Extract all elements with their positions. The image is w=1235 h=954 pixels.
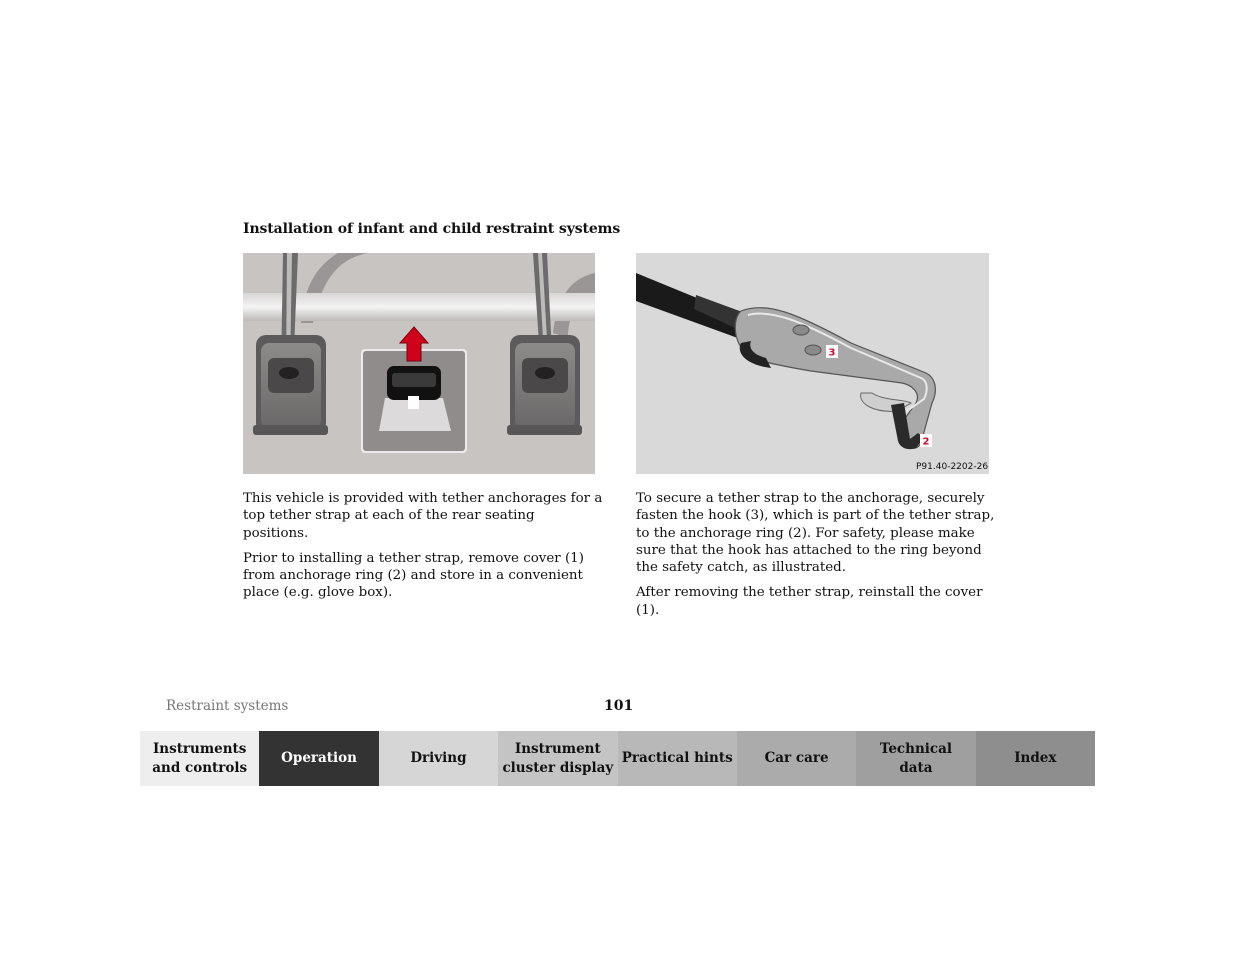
right-paragraph-1: To secure a tether strap to the anchorage, securely fasten the hook (3), which is part of the tether strap, to the anchorage ring (2). For safety, please make sure that the hook has attached to the ring beyond the safety catch, as illustrated.	[636, 491, 995, 576]
nav-tab-technical-data[interactable]: Technical data	[856, 731, 975, 786]
left-paragraph-2: Prior to installing a tether strap, remove cover (1) from anchorage ring (2) and store in a convenient place (e.g. glove box).	[243, 550, 584, 601]
nav-tab-operation[interactable]: Operation	[259, 731, 378, 786]
figure-code: P91.40-2202-26	[916, 462, 989, 472]
nav-tab-practical-hints[interactable]: Practical hints	[618, 731, 737, 786]
nav-tab-instruments-and-controls[interactable]: Instruments and controls	[140, 731, 259, 786]
tether-hook-illustration	[636, 253, 989, 474]
right-paragraph-2: After removing the tether strap, reinstall the cover (1).	[636, 585, 983, 618]
figure-tether-hook	[636, 253, 989, 474]
left-text-column	[243, 490, 603, 610]
anchorage-illustration	[243, 253, 595, 474]
section-name: Restraint systems	[166, 698, 289, 714]
page-heading: Installation of infant and child restraint systems	[243, 221, 621, 237]
callout-2-label: 2	[922, 436, 930, 448]
left-paragraph-1: This vehicle is provided with tether anchorages for a top tether strap at each of the rear seating positions.	[243, 491, 603, 541]
page-number: 101	[604, 698, 634, 714]
nav-tab-index[interactable]: Index	[976, 731, 1095, 786]
nav-tab-driving[interactable]: Driving	[379, 731, 498, 786]
callout-3-label: 3	[828, 347, 836, 359]
nav-tab-instrument-cluster-display[interactable]: Instrument cluster display	[498, 731, 617, 786]
chapter-nav	[140, 731, 1095, 786]
nav-tab-car-care[interactable]: Car care	[737, 731, 856, 786]
right-text-column	[636, 490, 998, 627]
figure-anchorage-cover	[243, 253, 595, 474]
